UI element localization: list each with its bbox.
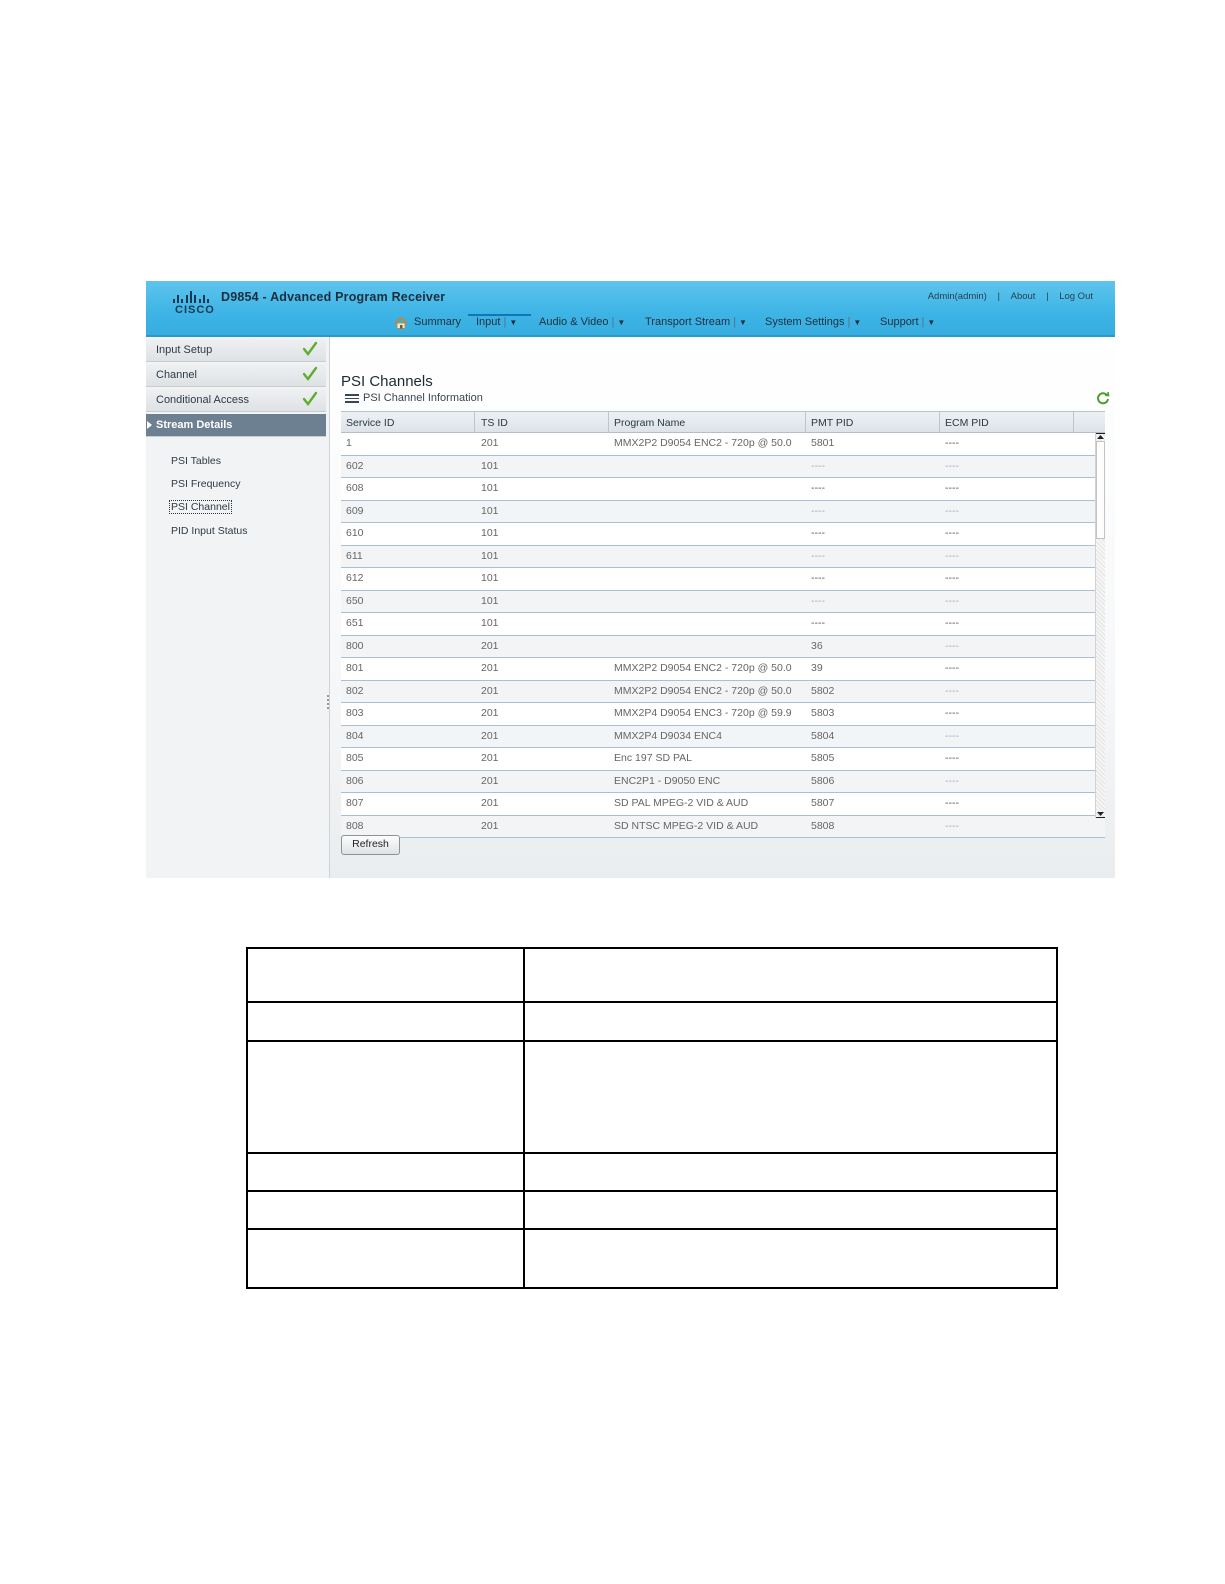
user-label: Admin(admin) (927, 291, 987, 302)
cell-ts-id: 101 (481, 572, 499, 584)
nav-separator: | (847, 316, 851, 328)
cell-pmt-pid: 5802 (811, 684, 835, 697)
nav-system-settings-label: System Settings (765, 316, 845, 328)
cell-ecm-pid: ---- (945, 752, 959, 764)
table-row[interactable] (341, 433, 1105, 456)
chevron-down-icon[interactable]: ▼ (739, 318, 747, 327)
caret-right-icon (147, 421, 152, 429)
cell-ts-id: 201 (481, 707, 499, 719)
utility-links (924, 291, 1097, 302)
section-title: PSI Channel Information (363, 392, 483, 404)
nav-separator: | (921, 316, 925, 328)
logout-link[interactable]: Log Out (1059, 291, 1093, 302)
cell-service-id: 650 (346, 594, 364, 607)
cell-ts-id: 201 (481, 774, 499, 787)
cell-pmt-pid: 5808 (811, 819, 835, 832)
cell-pmt-pid: 36 (811, 639, 823, 652)
table-row[interactable] (341, 771, 1105, 794)
cell-pmt-pid: ---- (811, 482, 825, 494)
cell-program-name: MMX2P2 D9054 ENC2 - 720p @ 50.0 (614, 684, 792, 697)
nav-support-label: Support (880, 316, 919, 328)
menu-icon (345, 394, 359, 402)
sidebar-item-label: Input Setup (156, 344, 213, 356)
cell-service-id: 802 (346, 684, 364, 697)
scroll-down-arrow-icon[interactable] (1096, 810, 1105, 818)
cell-service-id: 805 (346, 752, 364, 764)
page-title: PSI Channels (341, 373, 433, 390)
nav-input[interactable] (476, 316, 517, 328)
cell-pmt-pid: ---- (811, 617, 825, 629)
chevron-down-icon[interactable]: ▼ (853, 318, 862, 327)
cell-ecm-pid: ---- (945, 594, 959, 607)
cell-service-id: 608 (346, 482, 364, 494)
cell-pmt-pid: 5805 (811, 752, 835, 764)
nav-transport-stream[interactable] (645, 316, 747, 328)
cell-ecm-pid: ---- (945, 504, 959, 517)
cell-ts-id: 101 (481, 549, 499, 562)
sidebar-link-psi-channel[interactable]: PSI Channel (171, 501, 230, 513)
cell-ts-id: 201 (481, 797, 499, 809)
chevron-down-icon[interactable]: ▼ (617, 318, 626, 327)
table-row[interactable] (341, 636, 1105, 659)
cell-service-id: 609 (346, 504, 364, 517)
nav-separator: | (503, 316, 507, 328)
cell-ts-id: 101 (481, 527, 499, 539)
table-row[interactable] (341, 456, 1105, 479)
cell-ts-id: 201 (481, 819, 499, 832)
cell-program-name: MMX2P4 D9034 ENC4 (614, 729, 722, 742)
cell-pmt-pid: ---- (811, 504, 825, 517)
cell-pmt-pid: 5807 (811, 797, 835, 809)
cell-service-id: 651 (346, 617, 364, 629)
cell-ecm-pid: ---- (945, 707, 959, 719)
cell-pmt-pid: ---- (811, 572, 825, 584)
nav-active-indicator (468, 314, 531, 316)
nav-input-label: Input (476, 316, 501, 328)
cell-service-id: 803 (346, 707, 364, 719)
cell-pmt-pid: 5804 (811, 729, 835, 742)
cell-service-id: 806 (346, 774, 364, 787)
about-link[interactable]: About (1010, 291, 1036, 302)
document-table (246, 947, 1058, 1289)
cell-service-id: 808 (346, 819, 364, 832)
cell-program-name: MMX2P2 D9054 ENC2 - 720p @ 50.0 (614, 437, 792, 449)
cell-pmt-pid: 5803 (811, 707, 835, 719)
cell-ecm-pid: ---- (945, 797, 959, 809)
cell-ts-id: 101 (481, 482, 499, 494)
refresh-icon[interactable] (1096, 391, 1110, 405)
psi-channel-table (341, 411, 1105, 832)
table-row[interactable] (341, 816, 1105, 839)
table-row[interactable] (341, 568, 1105, 591)
cell-ecm-pid: ---- (945, 684, 959, 697)
cell-ecm-pid: ---- (945, 617, 959, 629)
cell-pmt-pid: 5806 (811, 774, 835, 787)
table-row[interactable] (341, 613, 1105, 636)
check-icon (302, 366, 318, 382)
table-row[interactable] (341, 748, 1105, 771)
sidebar-item-conditional-access[interactable] (146, 389, 326, 412)
cell-service-id: 610 (346, 527, 364, 539)
nav-transport-stream-label: Transport Stream (645, 316, 731, 328)
cell-ecm-pid: ---- (945, 437, 959, 449)
cell-ts-id: 101 (481, 594, 499, 607)
cell-service-id: 804 (346, 729, 364, 742)
main-panel (330, 337, 1115, 878)
cell-pmt-pid: ---- (811, 459, 825, 472)
cell-service-id: 602 (346, 459, 364, 472)
table-row[interactable] (341, 658, 1105, 681)
cell-program-name: ENC2P1 - D9050 ENC (614, 774, 721, 787)
scroll-thumb[interactable] (1096, 441, 1105, 539)
cell-ecm-pid: ---- (945, 639, 959, 652)
nav-separator: | (611, 316, 615, 328)
table-row[interactable] (341, 726, 1105, 749)
separator: | (1046, 291, 1049, 302)
cell-ecm-pid: ---- (945, 549, 959, 562)
column-header-ecm-pid[interactable]: ECM PID (945, 417, 989, 429)
sidebar-link-psi-frequency[interactable]: PSI Frequency (171, 478, 241, 490)
cell-ts-id: 101 (481, 459, 499, 472)
cell-ts-id: 101 (481, 617, 499, 629)
sidebar-item-channel[interactable] (146, 364, 326, 387)
cell-ecm-pid: ---- (945, 662, 959, 674)
cell-pmt-pid: ---- (811, 549, 825, 562)
app-title: D9854 - Advanced Program Receiver (221, 290, 446, 304)
cell-service-id: 612 (346, 572, 364, 584)
sidebar-item-label: Channel (156, 369, 197, 381)
table-header (341, 412, 1105, 433)
table-row[interactable] (341, 501, 1105, 524)
cell-program-name: MMX2P2 D9054 ENC2 - 720p @ 50.0 (614, 662, 792, 674)
cell-pmt-pid: ---- (811, 527, 825, 539)
cell-ecm-pid: ---- (945, 819, 959, 832)
table-row[interactable] (341, 591, 1105, 614)
app-header (146, 281, 1115, 337)
sidebar-item-label: Conditional Access (156, 394, 249, 406)
scroll-up-arrow-icon[interactable] (1096, 433, 1105, 441)
cell-program-name: Enc 197 SD PAL (614, 752, 693, 764)
cell-service-id: 801 (346, 662, 364, 674)
cell-service-id: 800 (346, 639, 364, 652)
sidebar-item-stream-details[interactable] (146, 414, 326, 437)
cell-ecm-pid: ---- (945, 572, 959, 584)
column-header-service-id[interactable]: Service ID (346, 417, 395, 429)
table-row[interactable] (341, 681, 1105, 704)
nav-system-settings[interactable] (765, 316, 861, 328)
section-header[interactable] (345, 392, 483, 404)
column-header-pmt-pid[interactable]: PMT PID (811, 417, 854, 429)
check-icon (302, 341, 318, 357)
sidebar-link-pid-input-status[interactable]: PID Input Status (171, 525, 248, 537)
column-header-program-name[interactable]: Program Name (614, 417, 686, 429)
home-icon (394, 317, 408, 329)
cell-ts-id: 201 (481, 752, 499, 764)
cell-ecm-pid: ---- (945, 527, 959, 539)
nav-support[interactable] (880, 316, 935, 328)
nav-audio-video[interactable] (539, 316, 625, 328)
cell-ecm-pid: ---- (945, 774, 959, 787)
cell-service-id: 1 (346, 437, 352, 449)
cell-ecm-pid: ---- (945, 459, 959, 472)
cell-ecm-pid: ---- (945, 482, 959, 494)
table-row[interactable] (341, 478, 1105, 501)
vertical-scrollbar[interactable] (1095, 433, 1105, 818)
cisco-logo: CISCO (172, 289, 214, 315)
table-row[interactable] (341, 546, 1105, 569)
cell-ts-id: 201 (481, 662, 499, 674)
cell-program-name: SD PAL MPEG-2 VID & AUD (614, 797, 749, 809)
table-body (341, 433, 1105, 832)
cell-service-id: 611 (346, 549, 363, 562)
cell-service-id: 807 (346, 797, 364, 809)
sidebar-item-input-setup[interactable] (146, 339, 326, 362)
separator: | (997, 291, 1000, 302)
sidebar (146, 337, 330, 878)
nav-summary[interactable] (414, 316, 461, 328)
cell-ecm-pid: ---- (945, 729, 959, 742)
cell-pmt-pid: ---- (811, 594, 825, 607)
cell-ts-id: 201 (481, 639, 499, 652)
table-row[interactable] (341, 523, 1105, 546)
nav-summary-label: Summary (414, 316, 462, 328)
cell-ts-id: 201 (481, 729, 499, 742)
chevron-down-icon[interactable]: ▼ (927, 318, 936, 327)
cell-ts-id: 101 (481, 504, 499, 517)
chevron-down-icon[interactable]: ▼ (509, 318, 518, 327)
sidebar-link-psi-tables[interactable]: PSI Tables (171, 455, 222, 467)
sidebar-item-label: Stream Details (156, 419, 233, 431)
nav-separator: | (733, 316, 737, 328)
check-icon (302, 391, 318, 407)
app-window (146, 281, 1115, 878)
cell-program-name: SD NTSC MPEG-2 VID & AUD (614, 819, 759, 832)
table-row[interactable] (341, 793, 1105, 816)
nav-audio-video-label: Audio & Video (539, 316, 609, 328)
cell-program-name: MMX2P4 D9054 ENC3 - 720p @ 59.9 (614, 707, 792, 719)
cell-ts-id: 201 (481, 684, 499, 697)
cell-pmt-pid: 5801 (811, 437, 835, 449)
refresh-button[interactable]: Refresh (341, 835, 400, 855)
table-row[interactable] (341, 703, 1105, 726)
cell-pmt-pid: 39 (811, 662, 823, 674)
column-header-ts-id[interactable]: TS ID (481, 417, 508, 429)
cell-ts-id: 201 (481, 437, 499, 449)
